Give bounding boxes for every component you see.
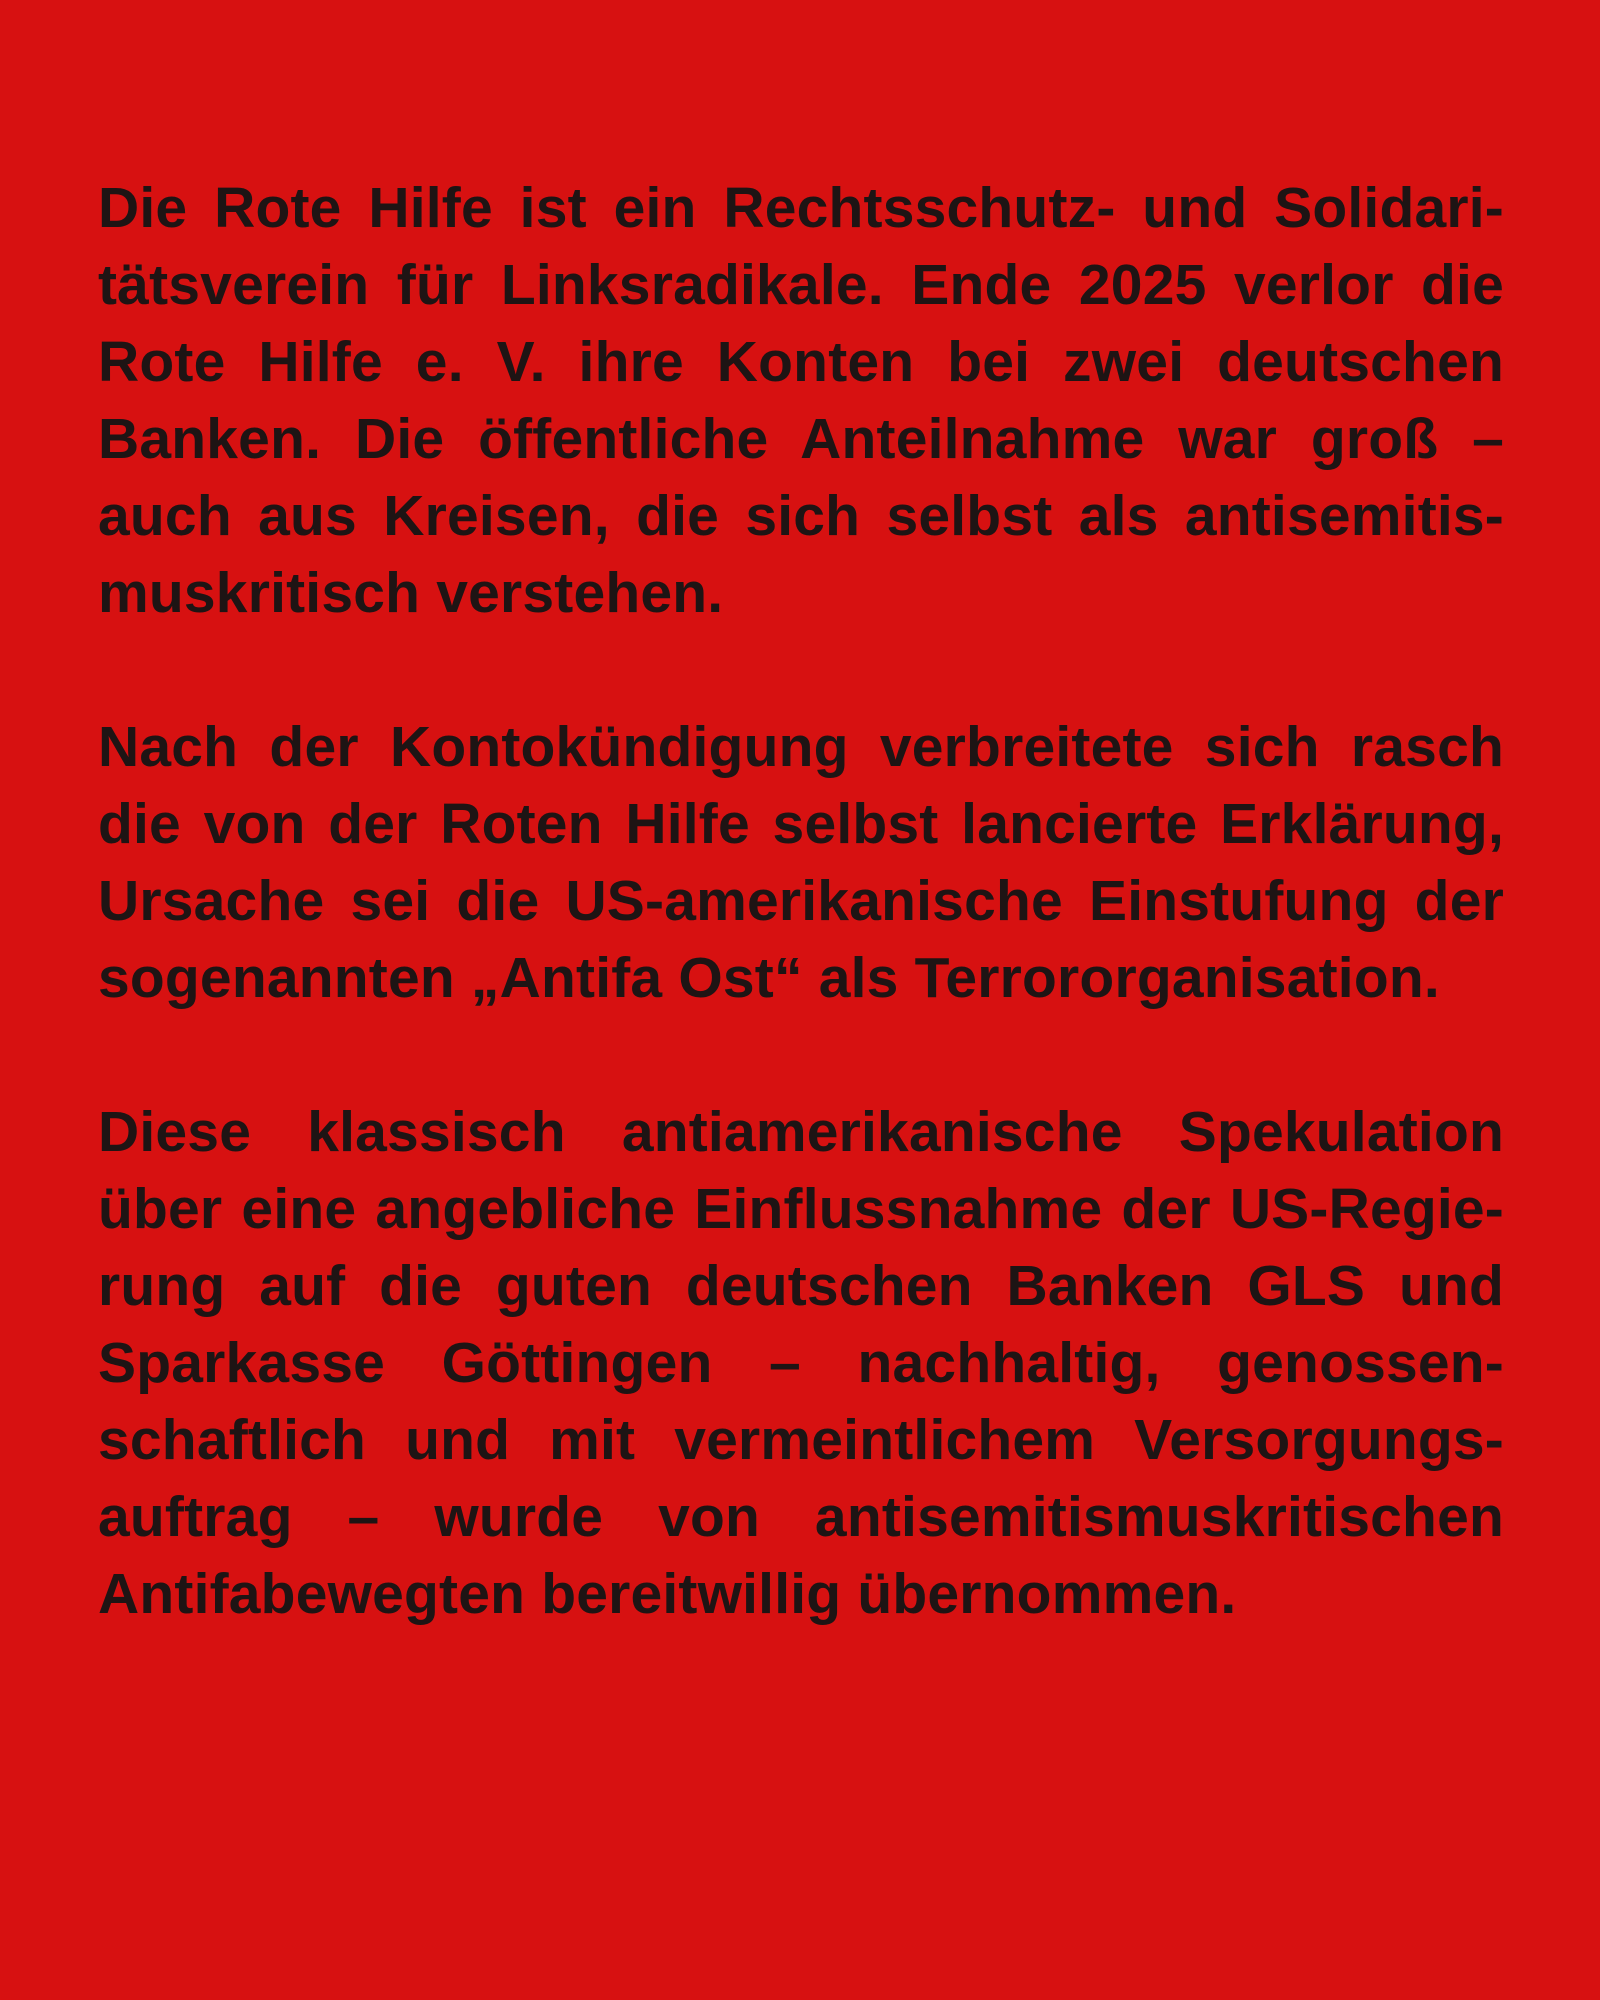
paragraph-2-line-2: die von der Roten Hilfe selbst lancierte Erklärung, (98, 792, 1504, 856)
paragraph-1-line-2: tätsverein für Linksradikale. Ende 2025 verlor die (98, 253, 1504, 317)
paragraph-3-line-6: auftrag – wurde von antisemitismuskritischen (98, 1485, 1504, 1549)
paragraph-3 (98, 1094, 1504, 1633)
paragraph-1 (98, 170, 1504, 632)
paragraph-2-line-4: sogenannten „Antifa Ost“ als Terrororganisation. (98, 946, 1440, 1010)
paragraph-3-line-3: rung auf die guten deutschen Banken GLS und (98, 1254, 1504, 1318)
paragraph-1-line-6: muskritisch verstehen. (98, 561, 724, 625)
paragraph-2 (98, 709, 1504, 1017)
paragraph-1-line-4: Banken. Die öffentliche Anteilnahme war groß – (98, 407, 1504, 471)
paragraph-3-line-1: Diese klassisch antiamerikanische Spekulation (98, 1100, 1504, 1164)
paragraph-3-line-5: schaftlich und mit vermeintlichem Versorgungs- (98, 1408, 1504, 1472)
paragraph-1-line-3: Rote Hilfe e. V. ihre Konten bei zwei deutschen (98, 330, 1504, 394)
paragraph-1-line-5: auch aus Kreisen, die sich selbst als antisemitis- (98, 484, 1504, 548)
paragraph-2-line-3: Ursache sei die US-amerikanische Einstufung der (98, 869, 1504, 933)
paragraph-3-line-4: Sparkasse Göttingen – nachhaltig, genossen- (98, 1331, 1504, 1395)
paragraph-3-line-2: über eine angebliche Einflussnahme der US-Regie- (98, 1177, 1504, 1241)
paragraph-1-line-1: Die Rote Hilfe ist ein Rechtsschutz- und Solidari- (98, 176, 1504, 240)
paragraph-3-line-7: Antifabewegten bereitwillig übernommen. (98, 1562, 1237, 1626)
paragraph-2-line-1: Nach der Kontokündigung verbreitete sich rasch (98, 715, 1504, 779)
